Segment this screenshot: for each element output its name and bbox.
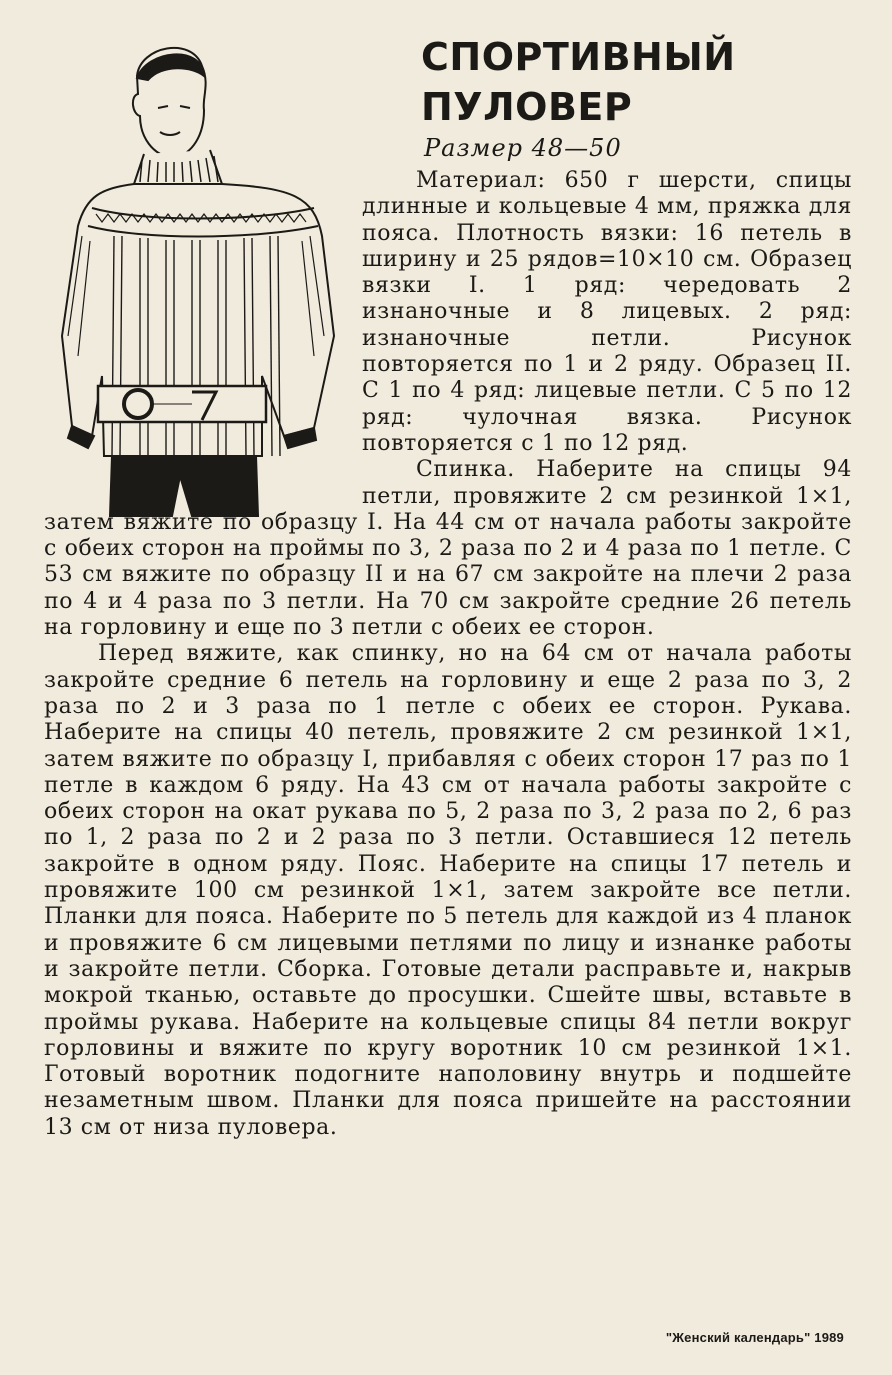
title-line-2: ПУЛОВЕР (421, 85, 633, 129)
illustration-spacer (44, 168, 362, 509)
front-sleeves-assembly-paragraph: Перед вяжите, как спинку, но на 64 см от начала работы закройте средние 6 петель на горловину и еще 2 раза по 3, 2 раза по 2 и 3 раза по 1 петле с обеих ее сторон. Рукава. Наберите на спицы 40 петель, провяжите 2 см резинкой 1×1, затем вяжите по образцу I, прибавляя с обеих сторон 17 раз по 1 петле в каждом 6 ряду. На 43 см от начала работы закройте с обеих сторон на окат рукава по 5, 2 раза по 3, 2 раза по 2, 6 раз по 1, 2 раза по 2 и 2 раза по 3 петли. Оставшиеся 12 петель закройте в одном ряду. Пояс. Наберите на спицы 17 петель и провяжите 100 см резинкой 1×1, затем закройте все петли. Планки для пояса. Наберите по 5 петель для каждой из 4 планок и провяжите 6 см лицевыми петлями по лицу и изнанке работы и закройте петли. Сборка. Готовые детали расправьте и, накрыв мокрой тканью, оставьте до просушки. Сшейте швы, вставьте в проймы рукава. Наберите на кольцевые спицы 84 петли вокруг горловины и вяжите по кругу воротник 10 см резинкой 1×1. Готовый воротник подогните наполовину внутрь и подшейте незаметным швом. Планки для пояса пришейте на расстоянии 13 см от низа пуловера. (44, 641, 852, 1140)
source-credit: "Женский календарь" 1989 (665, 1330, 844, 1345)
article-body (44, 168, 852, 1328)
size-subtitle: Размер 48—50 (424, 134, 622, 162)
article-title (421, 32, 861, 132)
title-line-1: СПОРТИВНЫЙ (421, 35, 736, 79)
back-paragraph: Спинка. Наберите на спицы 94 петли, провяжите 2 см резинкой 1×1, затем вяжите по образцу I. На 44 см от начала работы закройте с обеих сторон на проймы по 3, 2 раза по 2 и 4 раза по 1 петле. С 53 см вяжите по образцу II и на 67 см закройте на плечи 2 раза по 4 и 4 раза по 3 петли. На 70 см закройте средние 26 петель на горловину и еще по 3 петли с обеих ее сторон. (44, 457, 852, 641)
materials-paragraph: Материал: 650 г шерсти, спицы длинные и кольцевые 4 мм, пряжка для пояса. Плотность вязки: 16 петель в ширину и 25 рядов=10×10 см. Образец вязки I. 1 ряд: чередовать 2 изнаночные и 8 лицевых. 2 ряд: изнаночные петли. Рисунок повторяется по 1 и 2 ряду. Образец II. С 1 по 4 ряд: лицевые петли. С 5 по 12 ряд: чулочная вязка. Рисунок повторяется с 1 по 12 ряд. (362, 168, 852, 456)
